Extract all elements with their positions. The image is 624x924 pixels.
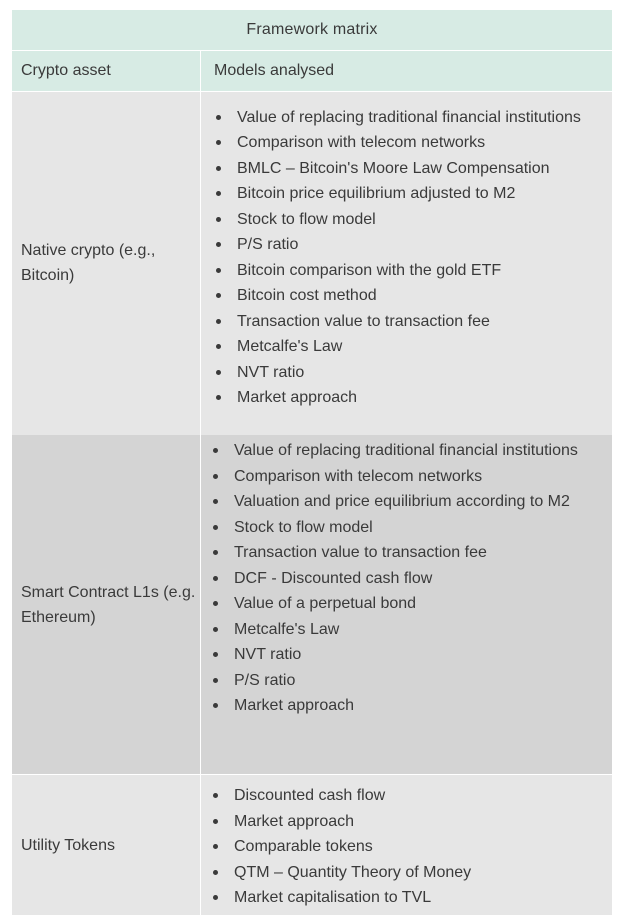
list-item: Valuation and price equilibrium according to M2 [201,489,612,515]
list-item: Transaction value to transaction fee [201,309,612,335]
models-list [201,438,612,719]
list-item: Value of replacing traditional financial institutions [201,438,612,464]
list-item: Bitcoin cost method [201,283,612,309]
list-item: BMLC – Bitcoin's Moore Law Compensation [201,156,612,182]
list-item: Market approach [201,809,612,835]
models-list [201,783,612,911]
table-row-utility-tokens [12,774,612,915]
list-item: Comparable tokens [201,834,612,860]
table-row-smart-contract-l1s [12,435,612,774]
list-item: NVT ratio [201,642,612,668]
list-item: Stock to flow model [201,207,612,233]
table-title: Framework matrix [12,10,612,51]
list-item: Discounted cash flow [201,783,612,809]
list-item: DCF - Discounted cash flow [201,566,612,592]
list-item: Market approach [201,385,612,411]
list-item: Comparison with telecom networks [201,130,612,156]
framework-matrix-table [12,10,612,915]
models-cell [201,92,612,435]
asset-cell: Smart Contract L1s (e.g. Ethereum) [12,435,201,774]
list-item: P/S ratio [201,232,612,258]
models-list [201,105,612,411]
asset-cell: Native crypto (e.g., Bitcoin) [12,92,201,435]
list-item: Comparison with telecom networks [201,464,612,490]
list-item: Transaction value to transaction fee [201,540,612,566]
list-item: NVT ratio [201,360,612,386]
asset-cell: Utility Tokens [12,775,201,915]
list-item: Market capitalisation to TVL [201,885,612,911]
list-item: Stock to flow model [201,515,612,541]
models-cell [201,775,612,915]
list-item: Value of a perpetual bond [201,591,612,617]
table-row-native-crypto [12,91,612,435]
header-models-analysed: Models analysed [214,61,335,79]
models-cell [201,435,612,774]
list-item: Metcalfe's Law [201,617,612,643]
list-item: Bitcoin comparison with the gold ETF [201,258,612,284]
header-crypto-asset: Crypto asset [12,51,201,91]
list-item: P/S ratio [201,668,612,694]
list-item: QTM – Quantity Theory of Money [201,860,612,886]
table-header-row [12,51,612,91]
list-item: Market approach [201,693,612,719]
list-item: Value of replacing traditional financial institutions [201,105,612,131]
list-item: Bitcoin price equilibrium adjusted to M2 [201,181,612,207]
list-item: Metcalfe's Law [201,334,612,360]
